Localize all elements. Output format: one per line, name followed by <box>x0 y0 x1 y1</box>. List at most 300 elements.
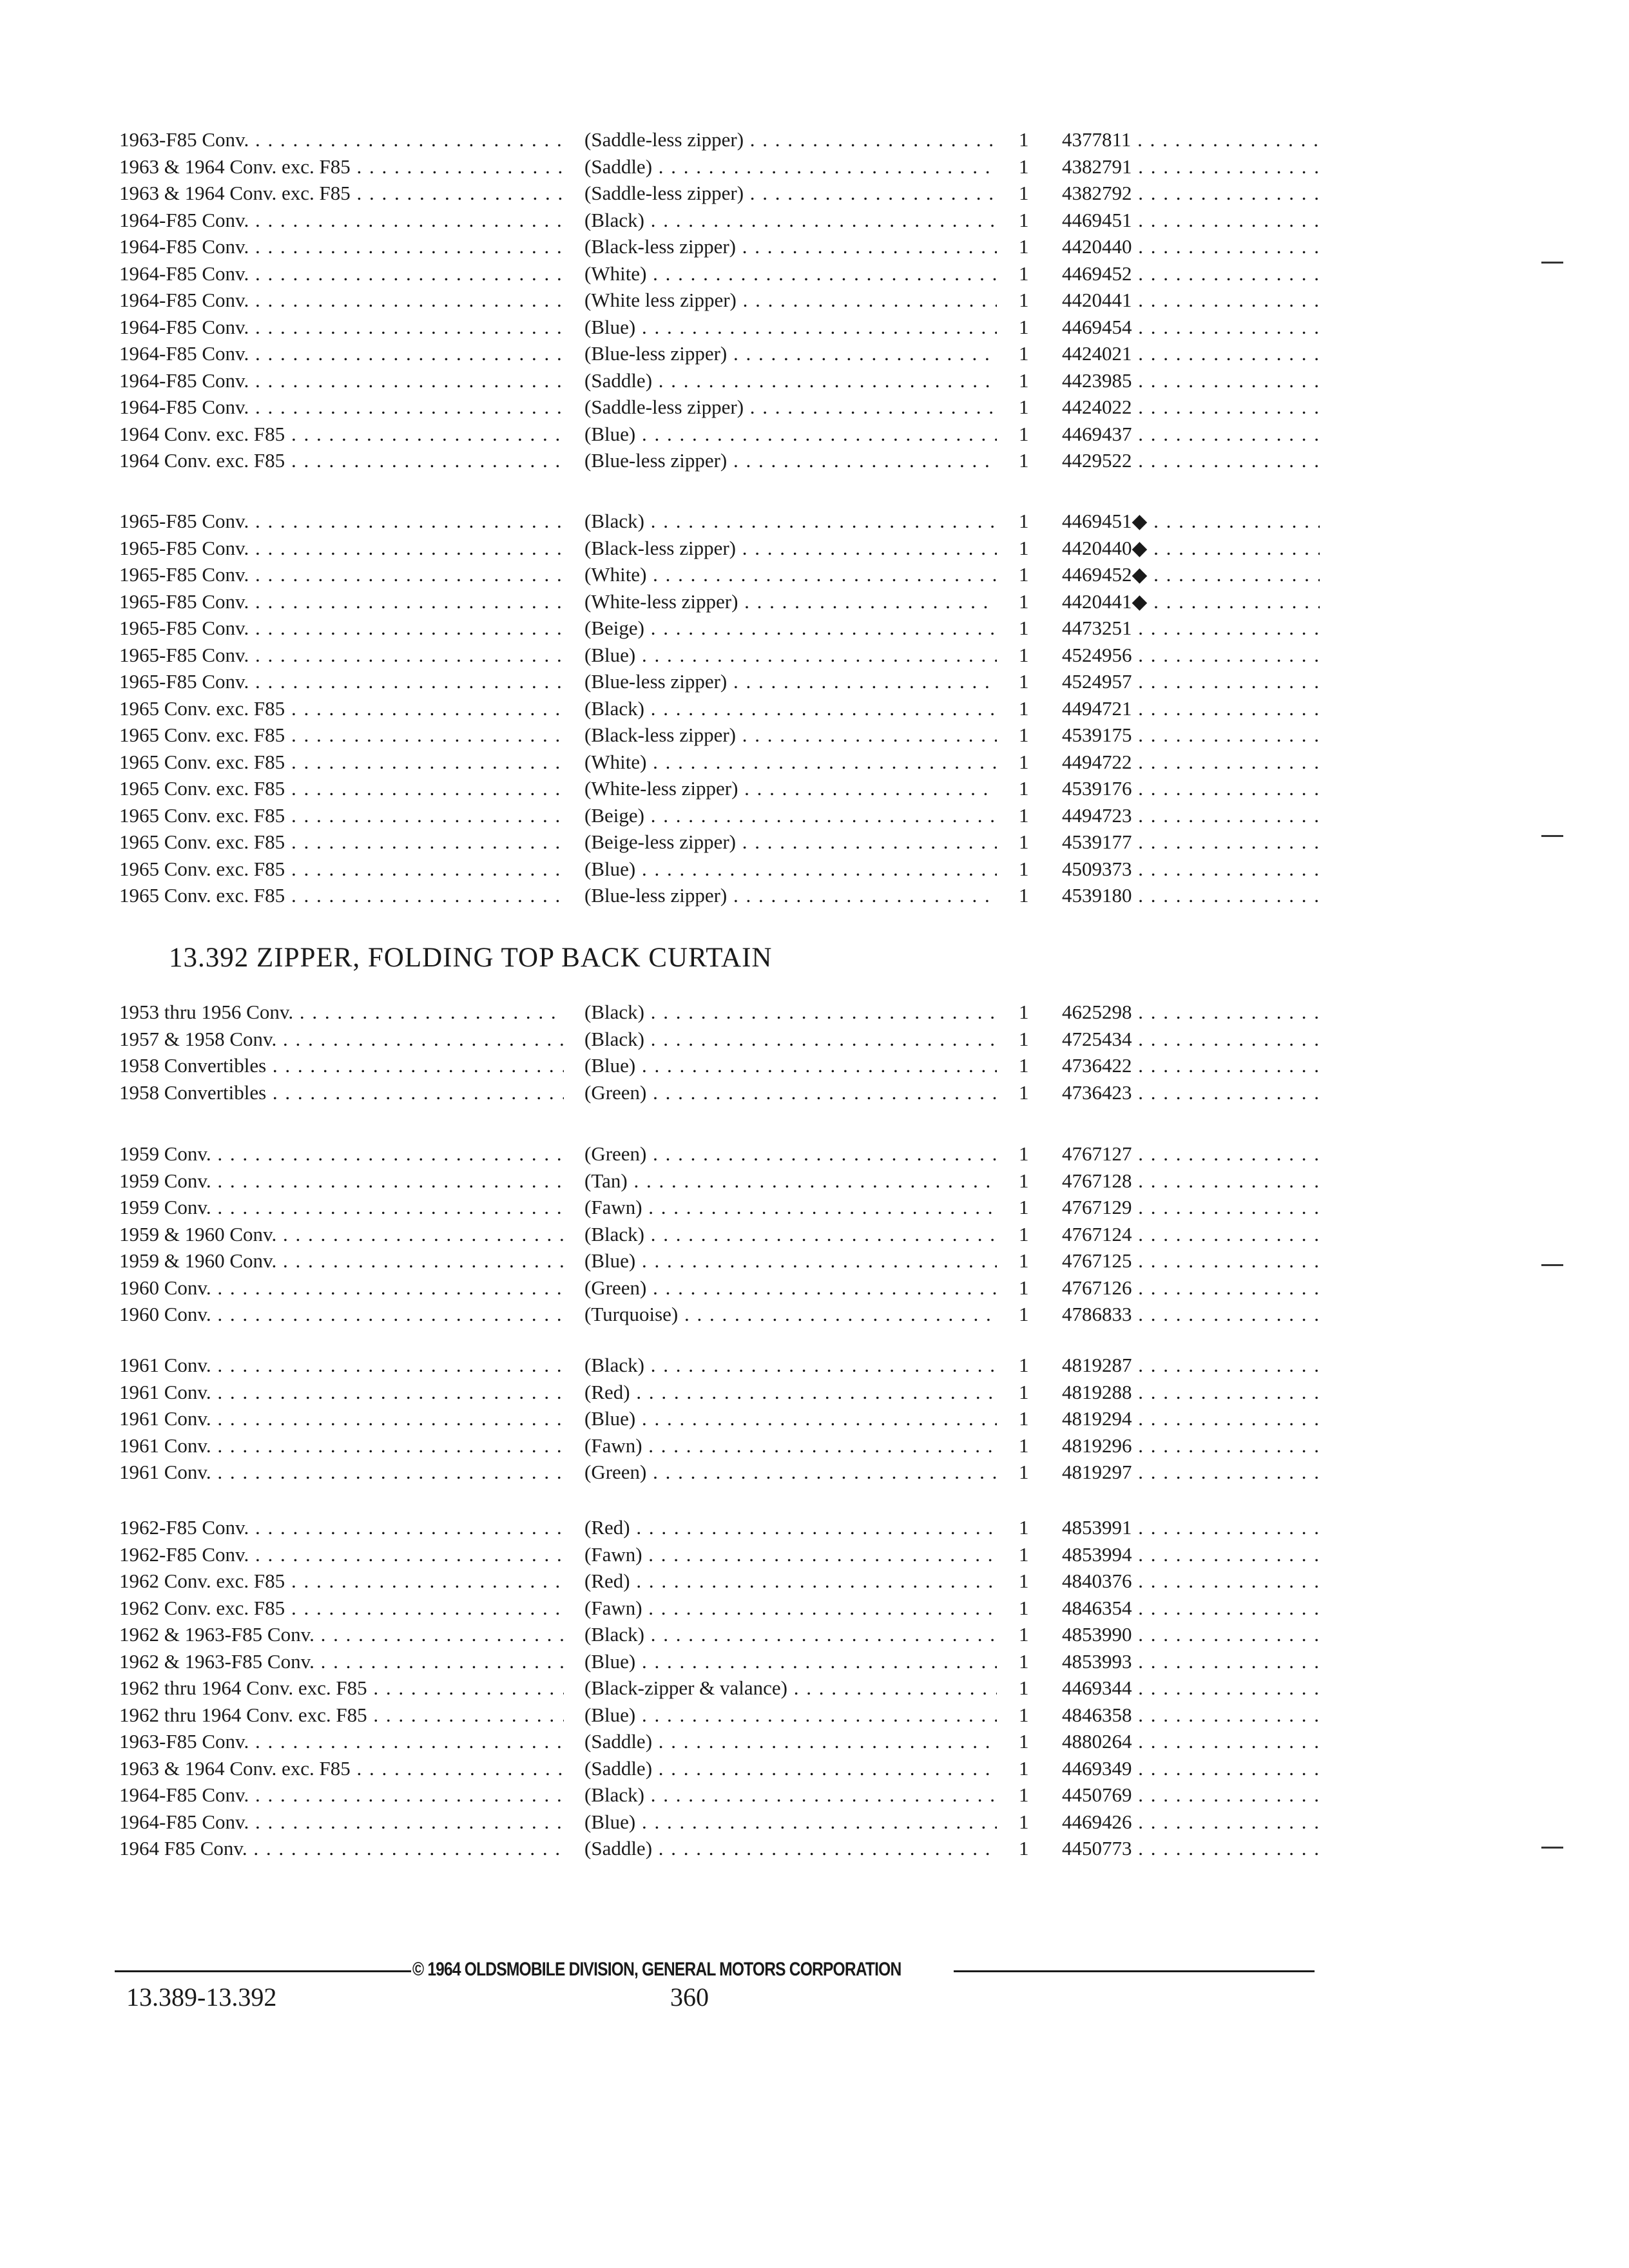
description-text: (Red) . . . <box>584 1379 997 1406</box>
application-text: 1960 Conv. . . . <box>119 1274 564 1302</box>
part-number-text: 4819297 . . . <box>1062 1459 1320 1486</box>
part-row <box>119 1514 1331 1541</box>
quantity-text: 1 <box>1019 1380 1029 1403</box>
quantity-text: 1 <box>1019 1623 1029 1646</box>
quantity-text: 1 <box>1019 182 1029 204</box>
part-number-text: 4469344 . . . <box>1062 1675 1320 1702</box>
part-number-text: 4469349 . . . <box>1062 1755 1320 1782</box>
part-row <box>119 802 1331 829</box>
description-text: (Blue) . . . <box>584 314 997 341</box>
quantity-text: 1 <box>1019 235 1029 258</box>
application-text: 1962 & 1963-F85 Conv. . . . <box>119 1648 564 1675</box>
part-row <box>119 1432 1331 1459</box>
description-text: (Black) . . . <box>584 207 997 234</box>
application-text: 1964 Conv. exc. F85 . . . <box>119 447 564 474</box>
description-text: (Black) . . . <box>584 1026 997 1053</box>
quantity-text: 1 <box>1019 1142 1029 1165</box>
description-text: (Blue) . . . <box>584 1405 997 1432</box>
description-text: (Blue) . . . <box>584 642 997 669</box>
part-number-text: 4469451 . . . <box>1062 207 1320 234</box>
description-text: (Turquoise) . . . <box>584 1301 997 1328</box>
description-text: (Green) . . . <box>584 1140 997 1168</box>
quantity-text: 1 <box>1019 563 1029 586</box>
description-text: (Blue) . . . <box>584 1702 997 1729</box>
quantity-text: 1 <box>1019 857 1029 880</box>
part-number-text: 4420441◆ . . . <box>1062 588 1320 615</box>
part-row <box>119 1052 1331 1079</box>
application-text: 1964-F85 Conv. . . . <box>119 233 564 260</box>
description-text: (Blue) . . . <box>584 1247 997 1274</box>
part-row <box>119 1459 1331 1486</box>
quantity-text: 1 <box>1019 1461 1029 1483</box>
part-row <box>119 1247 1331 1274</box>
part-row <box>119 1026 1331 1053</box>
description-text: (Black) . . . <box>584 695 997 722</box>
quantity-text: 1 <box>1019 670 1029 693</box>
application-text: 1965-F85 Conv. . . . <box>119 668 564 695</box>
description-text: (Red) . . . <box>584 1568 997 1595</box>
part-number-text: 4469452 . . . <box>1062 260 1320 287</box>
part-number-text: 4473251 . . . <box>1062 615 1320 642</box>
part-number-text: 4494723 . . . <box>1062 802 1320 829</box>
application-text: 1963-F85 Conv. . . . <box>119 1728 564 1755</box>
application-text: 1964-F85 Conv. . . . <box>119 1809 564 1836</box>
quantity-text: 1 <box>1019 1001 1029 1023</box>
quantity-text: 1 <box>1019 590 1029 613</box>
copyright-notice: © 1964 OLDSMOBILE DIVISION, GENERAL MOTORS CORPORATION <box>412 1959 901 1980</box>
application-text: 1962 Conv. exc. F85 . . . <box>119 1568 564 1595</box>
application-text: 1962 Conv. exc. F85 . . . <box>119 1595 564 1622</box>
part-number-text: 4469452◆ . . . <box>1062 561 1320 588</box>
description-text: (Saddle) . . . <box>584 1755 997 1782</box>
part-number-text: 4819288 . . . <box>1062 1379 1320 1406</box>
part-number-text: 4840376 . . . <box>1062 1568 1320 1595</box>
part-row <box>119 447 1331 474</box>
part-number-text: 4767127 . . . <box>1062 1140 1320 1168</box>
application-text: 1963 & 1964 Conv. exc. F85 . . . <box>119 1755 564 1782</box>
part-row <box>119 829 1331 856</box>
part-number-text: 4494721 . . . <box>1062 695 1320 722</box>
description-text: (Black) . . . <box>584 1782 997 1809</box>
application-text: 1963 & 1964 Conv. exc. F85 . . . <box>119 153 564 180</box>
part-row <box>119 1621 1331 1648</box>
part-number-text: 4880264 . . . <box>1062 1728 1320 1755</box>
part-row <box>119 1194 1331 1221</box>
description-text: (White) . . . <box>584 260 997 287</box>
application-text: 1957 & 1958 Conv. . . . <box>119 1026 564 1053</box>
quantity-text: 1 <box>1019 1730 1029 1753</box>
description-text: (Saddle) . . . <box>584 1728 997 1755</box>
part-row <box>119 153 1331 180</box>
part-number-text: 4539180 . . . <box>1062 882 1320 909</box>
quantity-text: 1 <box>1019 1169 1029 1192</box>
description-text: (Saddle) . . . <box>584 153 997 180</box>
description-text: (Black-zipper & valance) . . . <box>584 1675 997 1702</box>
quantity-text: 1 <box>1019 396 1029 418</box>
part-row <box>119 999 1331 1026</box>
application-text: 1962 thru 1964 Conv. exc. F85 . . . <box>119 1702 564 1729</box>
part-number-text: 4524956 . . . <box>1062 642 1320 669</box>
application-text: 1961 Conv. . . . <box>119 1352 564 1379</box>
application-text: 1959 Conv. . . . <box>119 1194 564 1221</box>
application-text: 1964 Conv. exc. F85 . . . <box>119 421 564 448</box>
description-text: (Saddle) . . . <box>584 1835 997 1862</box>
application-text: 1962 thru 1964 Conv. exc. F85 . . . <box>119 1675 564 1702</box>
page-number: 360 <box>670 1983 709 2012</box>
description-text: (Black-less zipper) . . . <box>584 722 997 749</box>
quantity-text: 1 <box>1019 369 1029 392</box>
part-row <box>119 314 1331 341</box>
application-text: 1965-F85 Conv. . . . <box>119 588 564 615</box>
description-text: (Blue) . . . <box>584 856 997 883</box>
description-text: (Fawn) . . . <box>584 1432 997 1459</box>
application-text: 1962 & 1963-F85 Conv. . . . <box>119 1621 564 1648</box>
part-number-text: 4846358 . . . <box>1062 1702 1320 1729</box>
application-text: 1961 Conv. . . . <box>119 1405 564 1432</box>
application-text: 1965-F85 Conv. . . . <box>119 561 564 588</box>
parts-group <box>119 1140 1331 1328</box>
description-text: (Blue-less zipper) . . . <box>584 882 997 909</box>
part-number-text: 4469454 . . . <box>1062 314 1320 341</box>
quantity-text: 1 <box>1019 1354 1029 1376</box>
quantity-text: 1 <box>1019 1703 1029 1726</box>
application-text: 1960 Conv. . . . <box>119 1301 564 1328</box>
application-text: 1965 Conv. exc. F85 . . . <box>119 695 564 722</box>
description-text: (Fawn) . . . <box>584 1541 997 1568</box>
part-number-text: 4853993 . . . <box>1062 1648 1320 1675</box>
quantity-text: 1 <box>1019 1027 1029 1050</box>
part-row <box>119 1809 1331 1836</box>
part-number-text: 4767125 . . . <box>1062 1247 1320 1274</box>
application-text: 1965 Conv. exc. F85 . . . <box>119 856 564 883</box>
part-number-text: 4420440 . . . <box>1062 233 1320 260</box>
quantity-text: 1 <box>1019 128 1029 151</box>
part-row <box>119 668 1331 695</box>
part-row <box>119 126 1331 153</box>
quantity-text: 1 <box>1019 1837 1029 1860</box>
part-number-text: 4424021 . . . <box>1062 340 1320 367</box>
application-text: 1965-F85 Conv. . . . <box>119 615 564 642</box>
part-row <box>119 394 1331 421</box>
quantity-text: 1 <box>1019 1054 1029 1077</box>
part-row <box>119 260 1331 287</box>
parts-group <box>119 1352 1331 1486</box>
description-text: (Saddle-less zipper) . . . <box>584 394 997 421</box>
part-row <box>119 367 1331 394</box>
application-text: 1965-F85 Conv. . . . <box>119 642 564 669</box>
application-text: 1958 Convertibles . . . <box>119 1079 564 1106</box>
part-row <box>119 642 1331 669</box>
application-text: 1964 F85 Conv. . . . <box>119 1835 564 1862</box>
parts-group <box>119 508 1331 909</box>
description-text: (Black) . . . <box>584 508 997 535</box>
part-row <box>119 1568 1331 1595</box>
quantity-text: 1 <box>1019 750 1029 773</box>
part-number-text: 4539176 . . . <box>1062 775 1320 802</box>
margin-tick-mark <box>1541 1847 1563 1849</box>
quantity-text: 1 <box>1019 1276 1029 1299</box>
description-text: (Black) . . . <box>584 1621 997 1648</box>
description-text: (Black-less zipper) . . . <box>584 233 997 260</box>
quantity-text: 1 <box>1019 777 1029 800</box>
part-row <box>119 1379 1331 1406</box>
application-text: 1959 & 1960 Conv. . . . <box>119 1221 564 1248</box>
quantity-text: 1 <box>1019 1081 1029 1104</box>
part-number-text: 4469451◆ . . . <box>1062 508 1320 535</box>
application-text: 1963-F85 Conv. . . . <box>119 126 564 153</box>
application-text: 1965-F85 Conv. . . . <box>119 535 564 562</box>
part-row <box>119 207 1331 234</box>
quantity-text: 1 <box>1019 1407 1029 1430</box>
quantity-text: 1 <box>1019 289 1029 311</box>
quantity-text: 1 <box>1019 1756 1029 1780</box>
part-number-text: 4450769 . . . <box>1062 1782 1320 1809</box>
quantity-text: 1 <box>1019 617 1029 639</box>
description-text: (Blue) . . . <box>584 1052 997 1079</box>
application-text: 1961 Conv. . . . <box>119 1459 564 1486</box>
part-row <box>119 695 1331 722</box>
quantity-text: 1 <box>1019 1434 1029 1457</box>
part-number-text: 4382792 . . . <box>1062 180 1320 207</box>
quantity-text: 1 <box>1019 536 1029 559</box>
margin-tick-mark <box>1541 262 1563 264</box>
description-text: (Green) . . . <box>584 1459 997 1486</box>
part-number-text: 4423985 . . . <box>1062 367 1320 394</box>
part-number-text: 4382791 . . . <box>1062 153 1320 180</box>
part-row <box>119 1079 1331 1106</box>
description-text: (Blue-less zipper) . . . <box>584 668 997 695</box>
part-number-text: 4819296 . . . <box>1062 1432 1320 1459</box>
part-row <box>119 856 1331 883</box>
description-text: (White less zipper) . . . <box>584 287 997 314</box>
part-number-text: 4767126 . . . <box>1062 1274 1320 1302</box>
description-text: (Saddle-less zipper) . . . <box>584 126 997 153</box>
part-number-text: 4853990 . . . <box>1062 1621 1320 1648</box>
footer-rule-left <box>115 1970 411 1972</box>
application-text: 1964-F85 Conv. . . . <box>119 367 564 394</box>
part-row <box>119 1702 1331 1729</box>
section-title: 13.392 ZIPPER, FOLDING TOP BACK CURTAIN <box>169 943 773 973</box>
application-text: 1965 Conv. exc. F85 . . . <box>119 749 564 776</box>
part-number-text: 4853994 . . . <box>1062 1541 1320 1568</box>
part-row <box>119 1675 1331 1702</box>
part-row <box>119 233 1331 260</box>
quantity-text: 1 <box>1019 1303 1029 1325</box>
quantity-text: 1 <box>1019 1810 1029 1833</box>
quantity-text: 1 <box>1019 449 1029 472</box>
part-number-text: 4767128 . . . <box>1062 1168 1320 1195</box>
application-text: 1964-F85 Conv. . . . <box>119 394 564 421</box>
description-text: (Saddle) . . . <box>584 367 997 394</box>
description-text: (Blue-less zipper) . . . <box>584 447 997 474</box>
part-number-text: 4736422 . . . <box>1062 1052 1320 1079</box>
quantity-text: 1 <box>1019 724 1029 746</box>
part-row <box>119 1168 1331 1195</box>
part-number-text: 4767129 . . . <box>1062 1194 1320 1221</box>
description-text: (Blue) . . . <box>584 1809 997 1836</box>
part-row <box>119 1835 1331 1862</box>
part-row <box>119 287 1331 314</box>
application-text: 1964-F85 Conv. . . . <box>119 340 564 367</box>
part-number-text: 4767124 . . . <box>1062 1221 1320 1248</box>
parts-group <box>119 126 1331 474</box>
quantity-text: 1 <box>1019 315 1029 338</box>
part-row <box>119 722 1331 749</box>
part-row <box>119 508 1331 535</box>
part-number-text: 4539175 . . . <box>1062 722 1320 749</box>
description-text: (Black) . . . <box>584 1221 997 1248</box>
application-text: 1962-F85 Conv. . . . <box>119 1514 564 1541</box>
parts-group <box>119 1514 1331 1862</box>
description-text: (Beige-less zipper) . . . <box>584 829 997 856</box>
description-text: (Blue) . . . <box>584 1648 997 1675</box>
margin-tick-mark <box>1541 835 1563 837</box>
application-text: 1959 Conv. . . . <box>119 1168 564 1195</box>
part-row <box>119 1541 1331 1568</box>
description-text: (Fawn) . . . <box>584 1194 997 1221</box>
quantity-text: 1 <box>1019 1542 1029 1566</box>
part-row <box>119 882 1331 909</box>
parts-group <box>119 999 1331 1106</box>
quantity-text: 1 <box>1019 803 1029 827</box>
part-number-text: 4377811 . . . <box>1062 126 1320 153</box>
part-number-text: 4469437 . . . <box>1062 421 1320 448</box>
part-row <box>119 1301 1331 1328</box>
application-text: 1965 Conv. exc. F85 . . . <box>119 802 564 829</box>
quantity-text: 1 <box>1019 510 1029 532</box>
part-number-text: 4725434 . . . <box>1062 1026 1320 1053</box>
part-row <box>119 749 1331 776</box>
part-number-text: 4786833 . . . <box>1062 1301 1320 1328</box>
part-number-text: 4625298 . . . <box>1062 999 1320 1026</box>
part-row <box>119 1405 1331 1432</box>
application-text: 1964-F85 Conv. . . . <box>119 314 564 341</box>
application-text: 1958 Convertibles . . . <box>119 1052 564 1079</box>
quantity-text: 1 <box>1019 1516 1029 1539</box>
application-text: 1965 Conv. exc. F85 . . . <box>119 775 564 802</box>
quantity-text: 1 <box>1019 422 1029 445</box>
application-text: 1962-F85 Conv. . . . <box>119 1541 564 1568</box>
description-text: (Black) . . . <box>584 1352 997 1379</box>
part-number-text: 4853991 . . . <box>1062 1514 1320 1541</box>
part-number-text: 4509373 . . . <box>1062 856 1320 883</box>
description-text: (Green) . . . <box>584 1274 997 1302</box>
description-text: (White-less zipper) . . . <box>584 775 997 802</box>
description-text: (Fawn) . . . <box>584 1595 997 1622</box>
description-text: (Beige) . . . <box>584 802 997 829</box>
footer-rule-right <box>954 1970 1315 1972</box>
part-number-text: 4424022 . . . <box>1062 394 1320 421</box>
description-text: (White-less zipper) . . . <box>584 588 997 615</box>
application-text: 1965-F85 Conv. . . . <box>119 508 564 535</box>
quantity-text: 1 <box>1019 342 1029 365</box>
quantity-text: 1 <box>1019 1222 1029 1245</box>
description-text: (Saddle-less zipper) . . . <box>584 180 997 207</box>
part-row <box>119 1782 1331 1809</box>
part-row <box>119 588 1331 615</box>
quantity-text: 1 <box>1019 1783 1029 1806</box>
quantity-text: 1 <box>1019 262 1029 285</box>
description-text: (Tan) . . . <box>584 1168 997 1195</box>
description-text: (Black-less zipper) . . . <box>584 535 997 562</box>
quantity-text: 1 <box>1019 155 1029 178</box>
part-number-text: 4429522 . . . <box>1062 447 1320 474</box>
quantity-text: 1 <box>1019 831 1029 853</box>
application-text: 1959 & 1960 Conv. . . . <box>119 1247 564 1274</box>
application-text: 1964-F85 Conv. . . . <box>119 1782 564 1809</box>
part-number-text: 4469426 . . . <box>1062 1809 1320 1836</box>
part-number-text: 4524957 . . . <box>1062 668 1320 695</box>
description-text: (White) . . . <box>584 561 997 588</box>
part-row <box>119 340 1331 367</box>
application-text: 1963 & 1964 Conv. exc. F85 . . . <box>119 180 564 207</box>
part-row <box>119 180 1331 207</box>
application-text: 1964-F85 Conv. . . . <box>119 207 564 234</box>
application-text: 1964-F85 Conv. . . . <box>119 287 564 314</box>
part-row <box>119 421 1331 448</box>
description-text: (Blue-less zipper) . . . <box>584 340 997 367</box>
quantity-text: 1 <box>1019 208 1029 231</box>
description-text: (Beige) . . . <box>584 615 997 642</box>
description-text: (Black) . . . <box>584 999 997 1026</box>
application-text: 1959 Conv. . . . <box>119 1140 564 1168</box>
part-number-text: 4846354 . . . <box>1062 1595 1320 1622</box>
part-row <box>119 535 1331 562</box>
application-text: 1965 Conv. exc. F85 . . . <box>119 722 564 749</box>
quantity-text: 1 <box>1019 1596 1029 1619</box>
description-text: (White) . . . <box>584 749 997 776</box>
quantity-text: 1 <box>1019 643 1029 666</box>
part-row <box>119 1755 1331 1782</box>
part-row <box>119 1274 1331 1302</box>
application-text: 1953 thru 1956 Conv. . . . <box>119 999 564 1026</box>
part-row <box>119 1140 1331 1168</box>
application-text: 1965 Conv. exc. F85 . . . <box>119 882 564 909</box>
part-number-text: 4494722 . . . <box>1062 749 1320 776</box>
quantity-text: 1 <box>1019 1570 1029 1592</box>
part-row <box>119 1221 1331 1248</box>
part-row <box>119 1595 1331 1622</box>
quantity-text: 1 <box>1019 1249 1029 1272</box>
description-text: (Blue) . . . <box>584 421 997 448</box>
part-row <box>119 561 1331 588</box>
part-row <box>119 1648 1331 1675</box>
part-number-text: 4736423 . . . <box>1062 1079 1320 1106</box>
part-row <box>119 1352 1331 1379</box>
application-text: 1961 Conv. . . . <box>119 1432 564 1459</box>
part-number-text: 4819294 . . . <box>1062 1405 1320 1432</box>
application-text: 1961 Conv. . . . <box>119 1379 564 1406</box>
application-text: 1964-F85 Conv. . . . <box>119 260 564 287</box>
quantity-text: 1 <box>1019 697 1029 720</box>
margin-tick-mark <box>1541 1264 1563 1266</box>
part-number-text: 4420440◆ . . . <box>1062 535 1320 562</box>
part-number-text: 4539177 . . . <box>1062 829 1320 856</box>
part-number-text: 4819287 . . . <box>1062 1352 1320 1379</box>
quantity-text: 1 <box>1019 1677 1029 1699</box>
part-number-text: 4420441 . . . <box>1062 287 1320 314</box>
quantity-text: 1 <box>1019 884 1029 907</box>
description-text: (Green) . . . <box>584 1079 997 1106</box>
part-number-text: 4450773 . . . <box>1062 1835 1320 1862</box>
part-row <box>119 775 1331 802</box>
application-text: 1965 Conv. exc. F85 . . . <box>119 829 564 856</box>
section-range: 13.389-13.392 <box>126 1983 277 2012</box>
description-text: (Red) . . . <box>584 1514 997 1541</box>
quantity-text: 1 <box>1019 1649 1029 1673</box>
quantity-text: 1 <box>1019 1196 1029 1218</box>
part-row <box>119 615 1331 642</box>
